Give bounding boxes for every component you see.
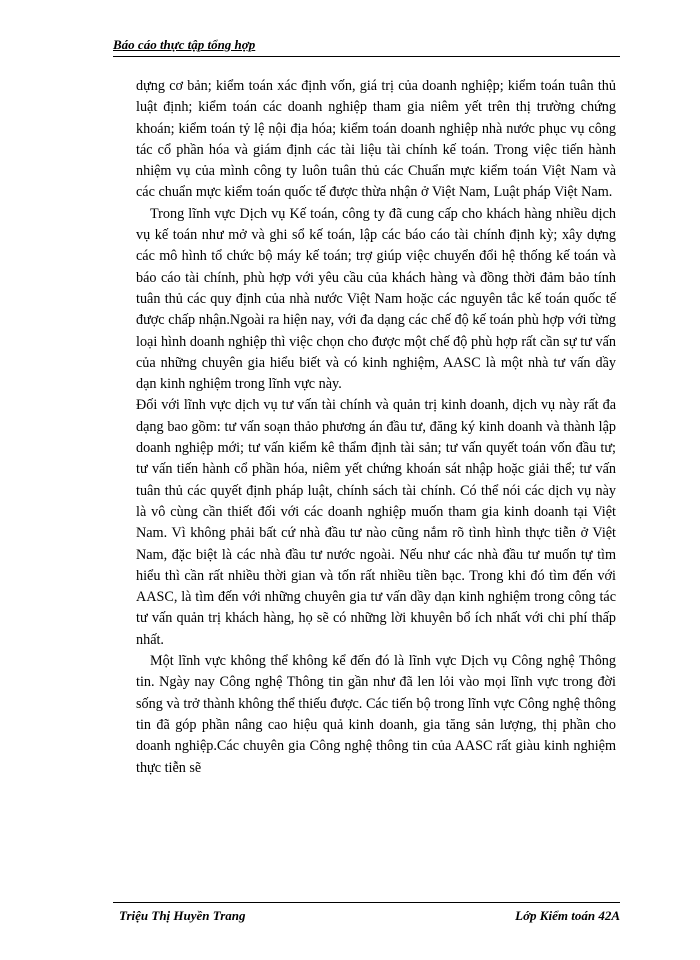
- paragraph: Trong lĩnh vực Dịch vụ Kế toán, công ty đã cung cấp cho khách hàng nhiều dịch vụ kế toán như mở và ghi sổ kế toán, lập các báo cáo tài chính định kỳ; xây dựng các mô hình tổ chức bộ máy kế toán; trợ giúp việc chuyển đổi hệ thống kế toán và báo cáo tài chính, phù hợp với yêu cầu của khách hàng và đồng thời đảm bảo tính tuân thủ các quy định của nhà nước Việt Nam hoặc các nguyên tắc kế toán quốc tế được chấp nhận.Ngoài ra hiện nay, với đa dạng các chế độ kế toán phù hợp với từng loại hình doanh nghiệp thì việc chọn cho được một chế độ phù hợp rất cần sự tư vấn của những chuyên gia hiểu biết và có kinh nghiệm, AASC là một nhà tư vấn dầy dạn kinh nghiệm trong lĩnh vực này.: [136, 205, 616, 393]
- header-title: Báo cáo thực tập tổng hợp: [113, 37, 256, 52]
- footer-author: Triệu Thị Huyền Trang: [119, 908, 246, 923]
- paragraph: Một lĩnh vực không thể không kể đến đó là lĩnh vực Dịch vụ Công nghệ Thông tin. Ngày nay Công nghệ Thông tin gần như đã len lỏi vào mọi lĩnh vực trong đời sống và trở thành không thể thiếu được. Các tiến bộ trong lĩnh vực Công nghệ thông tin đã góp phần nâng cao hiệu quả kinh doanh, gia tăng sản lượng, thị phần cho doanh nghiệp.Các chuyên gia Công nghệ thông tin của AASC rất giàu kinh nghiệm thực tiễn sẽ: [136, 653, 616, 776]
- paragraph: dựng cơ bản; kiểm toán xác định vốn, giá trị của doanh nghiệp; kiểm toán tuân thủ luật định; kiểm toán các doanh nghiệp tham gia niêm yết trên thị trường chứng khoán; kiểm toán tỷ lệ nội địa hóa; kiểm toán doanh nghiệp nhà nước phục vụ công tác cổ phần hóa và giám định các tài liệu tài chính kế toán. Trong việc tiến hành nhiệm vụ của mình công ty luôn tuân thủ các Chuẩn mực kiểm toán Việt Nam và các chuẩn mực kiểm toán quốc tế được thừa nhận ở Việt Nam, Luật pháp Việt Nam.: [136, 78, 616, 201]
- document-body: [136, 76, 616, 779]
- footer-divider: [113, 902, 620, 903]
- header-divider: [113, 56, 620, 57]
- page-header: [113, 36, 620, 54]
- footer-class: Lớp Kiểm toán 42A: [515, 908, 620, 923]
- paragraph: Đối với lĩnh vực dịch vụ tư vấn tài chính và quản trị kinh doanh, dịch vụ này rất đa dạng bao gồm: tư vấn soạn thảo phương án đầu tư, đăng ký kinh doanh và thành lập doanh nghiệp mới; tư vấn kiểm kê thẩm định tài sản; tư vấn quyết toán vốn đầu tư; tư vấn tiến hành cổ phần hóa, niêm yết chứng khoán sát nhập hoặc giải thể; tư vấn tuân thủ các quyết định pháp luật, chính sách tài chính. Có thể nói các dịch vụ này là vô cùng cần thiết đối với các doanh nghiệp muốn tham gia kinh doanh tại Việt Nam. Vì không phải bất cứ nhà đầu tư nào cũng nắm rõ tình hình thực tiễn ở Việt Nam, đặc biệt là các nhà đầu tư nước ngoài. Nếu như các nhà đầu tư muốn tự tìm hiểu thì cần rất nhiều thời gian và tốn rất nhiều tiền bạc. Trong khi đó tìm đến với AASC, là tìm đến với những chuyên gia tư vấn dầy dạn kinh nghiệm trong công tác tư vấn quản trị khách hàng, họ sẽ có những lời khuyên bổ ích nhất với chi phí thấp nhất.: [136, 397, 616, 648]
